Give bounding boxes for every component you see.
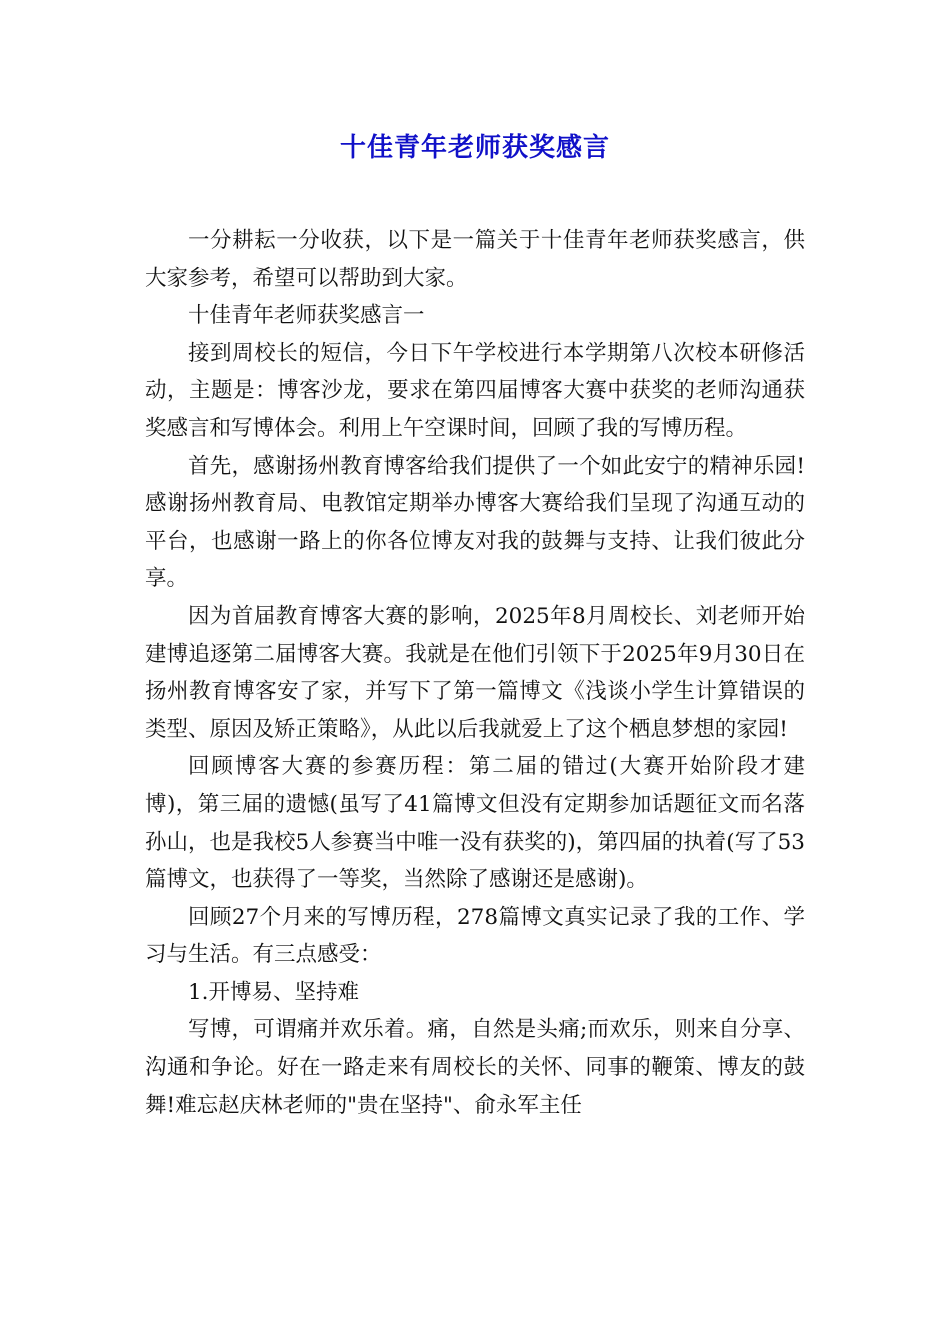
paragraph: 因为首届教育博客大赛的影响，2025年8月周校长、刘老师开始建博追逐第二届博客大赛。我就是在他们引领下于2025年9月30日在扬州教育博客安了家，并写下了第一篇博文《浅谈小学生计算错误的类型、原因及矫正策略》，从此以后我就爱上了这个栖息梦想的家园! xyxy=(145,603,805,742)
paragraph: 接到周校长的短信，今日下午学校进行本学期第八次校本研修活动，主题是：博客沙龙，要求在第四届博客大赛中获奖的老师沟通获奖感言和写博体会。利用上午空课时间，回顾了我的写博历程。 xyxy=(145,340,805,441)
paragraph-intro: 一分耕耘一分收获，以下是一篇关于十佳青年老师获奖感言，供大家参考，希望可以帮助到大家。 xyxy=(145,228,805,291)
paragraph: 回顾博客大赛的参赛历程：第二届的错过(大赛开始阶段才建博)，第三届的遗憾(虽写了41篇博文但没有定期参加话题征文而名落孙山，也是我校5人参赛当中唯一没有获奖的)，第四届的执着(写了53篇博文，也获得了一等奖，当然除了感谢还是感谢)。 xyxy=(145,754,805,893)
document-title: 十佳青年老师获奖感言 xyxy=(339,133,610,163)
section-heading: 1.开博易、坚持难 xyxy=(188,979,360,1005)
paragraph-subtitle: 十佳青年老师获奖感言一 xyxy=(188,303,425,329)
paragraph: 首先，感谢扬州教育博客给我们提供了一个如此安宁的精神乐园!感谢扬州教育局、电教馆定期举办博客大赛给我们呈现了沟通互动的平台，也感谢一路上的你各位博友对我的鼓舞与支持、让我们彼此分享。 xyxy=(145,453,805,592)
document-body xyxy=(145,222,805,1124)
paragraph: 回顾27个月来的写博历程，278篇博文真实记录了我的工作、学习与生活。有三点感受： xyxy=(145,904,805,968)
paragraph: 写博，可谓痛并欢乐着。痛，自然是头痛;而欢乐，则来自分享、沟通和争论。好在一路走来有周校长的关怀、同事的鞭策、博友的鼓舞!难忘赵庆林老师的"贵在坚持"、俞永军主任 xyxy=(145,1017,805,1118)
